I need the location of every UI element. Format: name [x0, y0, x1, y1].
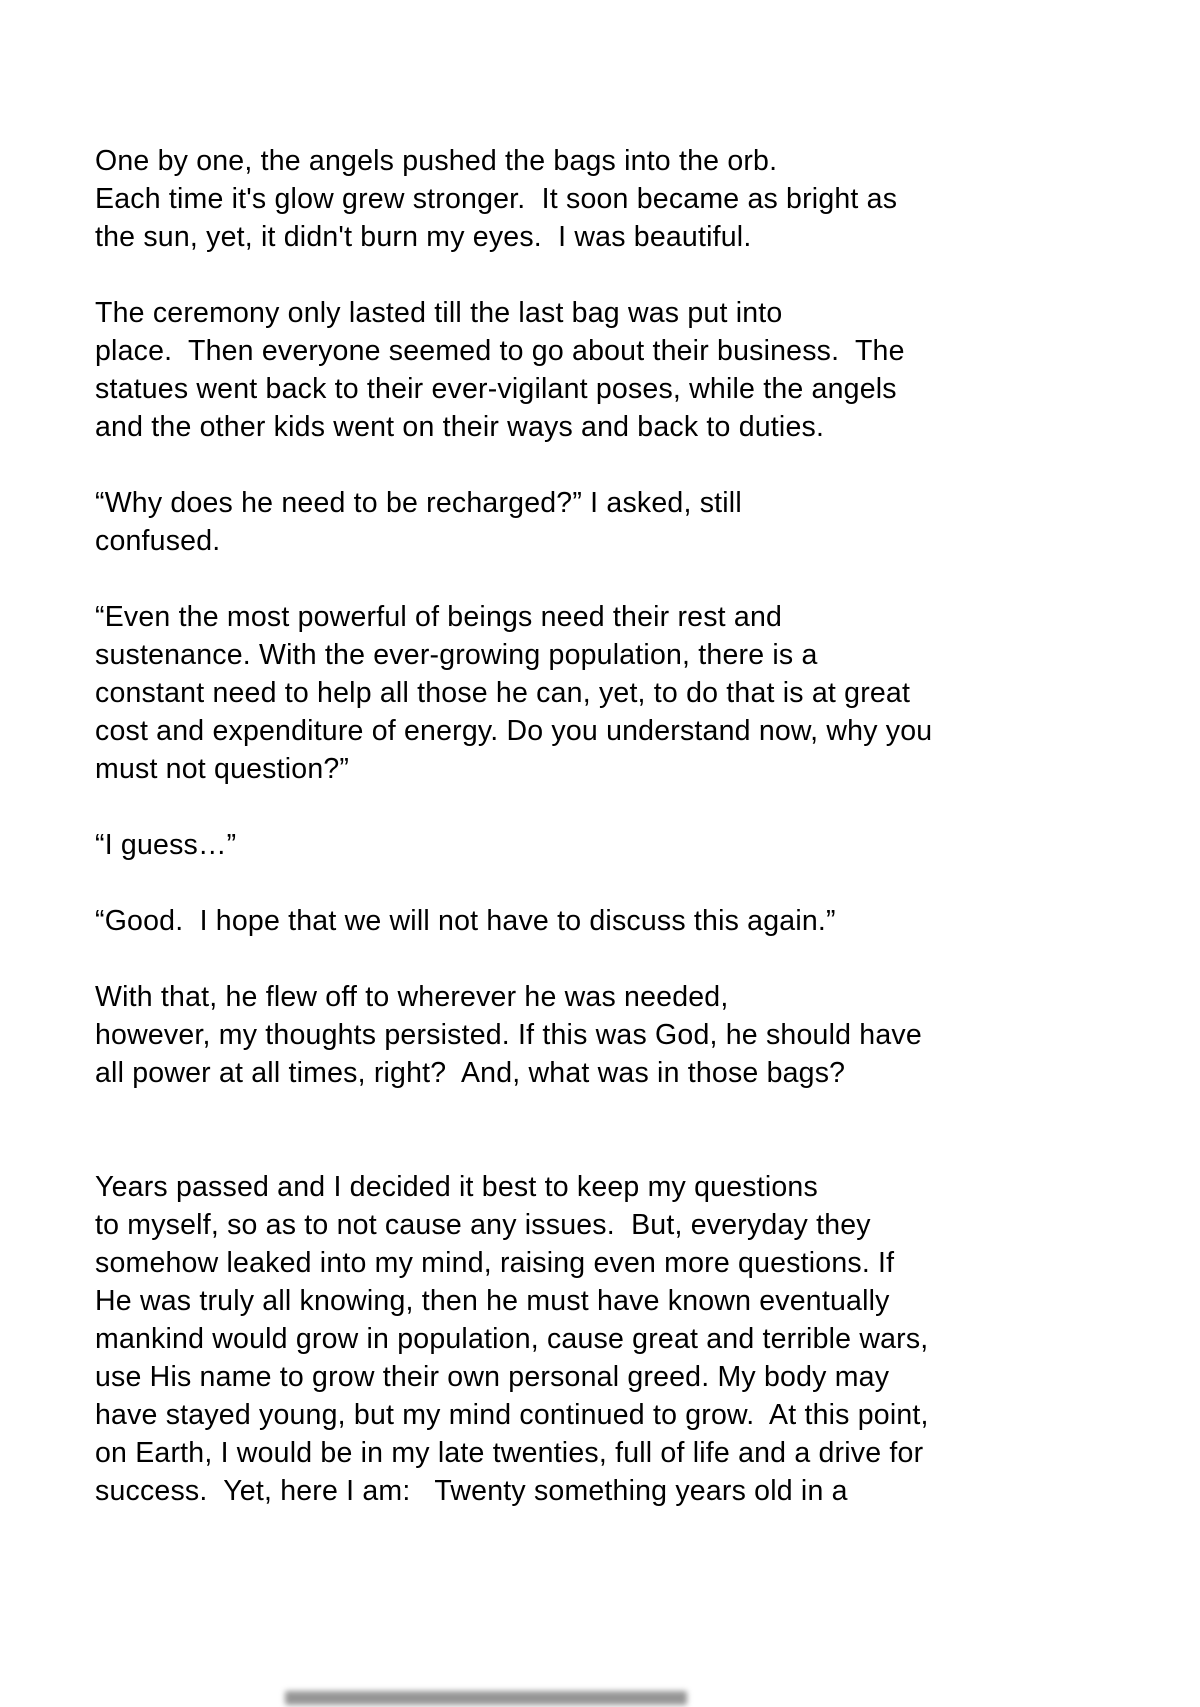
- text-line: “Even the most powerful of beings need their rest and: [95, 601, 783, 633]
- text-line: all power at all times, right? And, what was in those bags?: [95, 1057, 846, 1089]
- text-line: on Earth, I would be in my late twenties, full of life and a drive for: [95, 1437, 924, 1469]
- text-line: confused.: [95, 525, 221, 557]
- paragraph: [95, 902, 1115, 940]
- text-line: and the other kids went on their ways and back to duties.: [95, 411, 825, 443]
- text-line: use His name to grow their own personal greed. My body may: [95, 1361, 890, 1393]
- paragraph: [95, 598, 1115, 788]
- text-line: He was truly all knowing, then he must have known eventually: [95, 1285, 890, 1317]
- text-line: to myself, so as to not cause any issues. But, everyday they: [95, 1209, 871, 1241]
- text-line: constant need to help all those he can, yet, to do that is at great: [95, 677, 911, 709]
- paragraph: [95, 294, 1115, 446]
- text-block: [95, 142, 1115, 1548]
- text-line: “I guess…”: [95, 829, 237, 861]
- paragraph: [95, 484, 1115, 560]
- text-line: sustenance. With the ever-growing population, there is a: [95, 639, 818, 671]
- text-line: however, my thoughts persisted. If this was God, he should have: [95, 1019, 922, 1051]
- clipped-text-smudge: [285, 1691, 687, 1705]
- text-line: success. Yet, here I am: Twenty something years old in a: [95, 1475, 848, 1507]
- text-line: the sun, yet, it didn't burn my eyes. I was beautiful.: [95, 221, 752, 253]
- text-line: The ceremony only lasted till the last bag was put into: [95, 297, 783, 329]
- text-line: have stayed young, but my mind continued to grow. At this point,: [95, 1399, 929, 1431]
- text-line: cost and expenditure of energy. Do you understand now, why you: [95, 715, 933, 747]
- paragraph: [95, 978, 1115, 1092]
- text-line: One by one, the angels pushed the bags into the orb.: [95, 145, 778, 177]
- text-line: place. Then everyone seemed to go about their business. The: [95, 335, 905, 367]
- text-line: somehow leaked into my mind, raising even more questions. If: [95, 1247, 895, 1279]
- text-line: With that, he flew off to wherever he was needed,: [95, 981, 729, 1013]
- paragraph: [95, 142, 1115, 256]
- text-line: statues went back to their ever-vigilant poses, while the angels: [95, 373, 897, 405]
- text-line: must not question?”: [95, 753, 350, 785]
- text-line: Each time it's glow grew stronger. It soon became as bright as: [95, 183, 898, 215]
- text-line: “Why does he need to be recharged?” I asked, still: [95, 487, 742, 519]
- text-line: mankind would grow in population, cause great and terrible wars,: [95, 1323, 929, 1355]
- paragraph: [95, 826, 1115, 864]
- paragraph: [95, 1168, 1115, 1510]
- text-line: Years passed and I decided it best to keep my questions: [95, 1171, 818, 1203]
- text-line: “Good. I hope that we will not have to discuss this again.”: [95, 905, 836, 937]
